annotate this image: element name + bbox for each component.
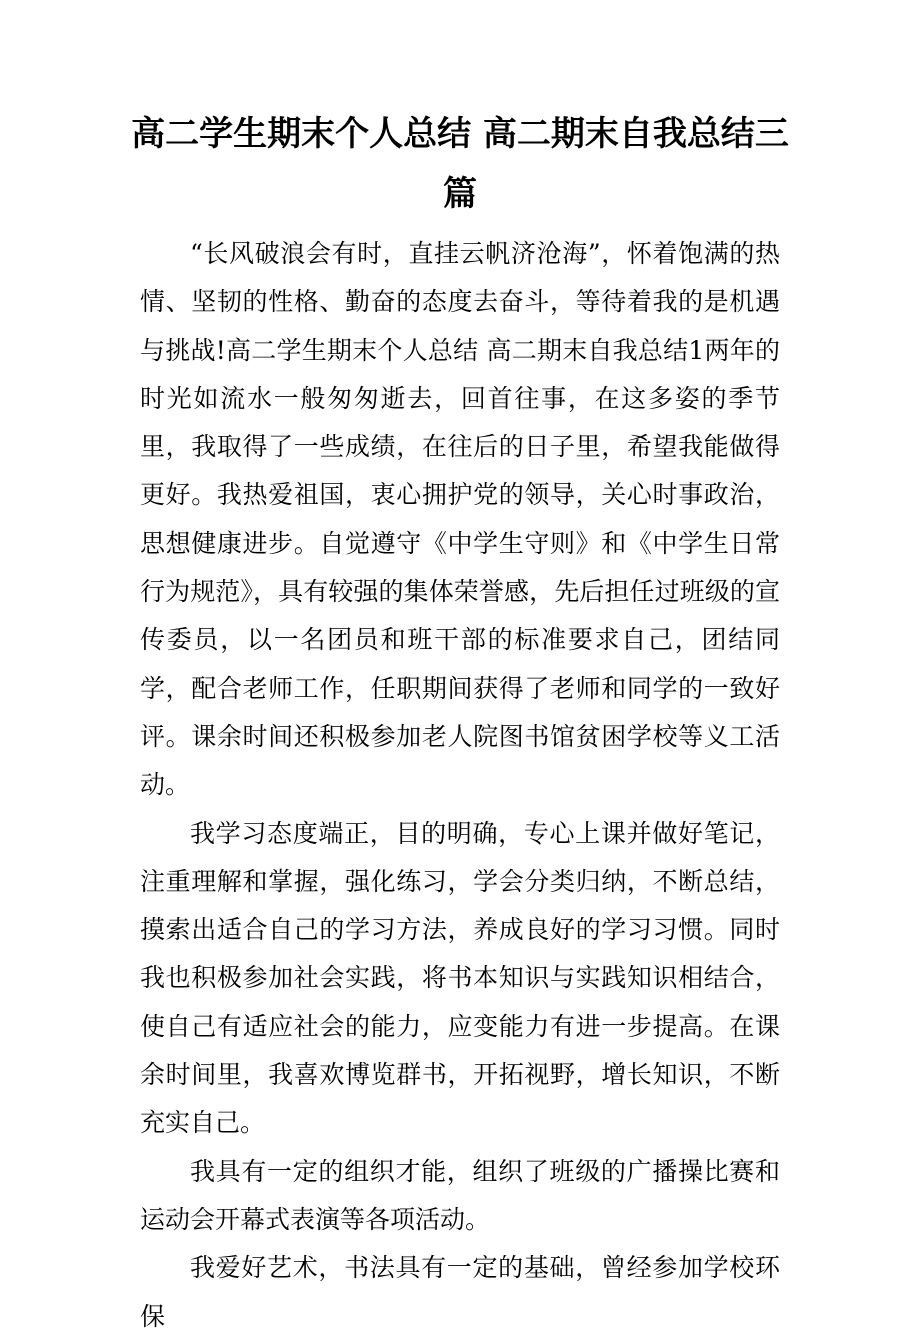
- paragraph-3: 我具有一定的组织才能，组织了班级的广播操比赛和运动会开幕式表演等各项活动。: [140, 1156, 780, 1234]
- paragraph-1: “长风破浪会有时，直挂云帆济沧海”，怀着饱满的热情、坚韧的性格、勤奋的态度去奋斗，等待着我的是机遇与挑战!高二学生期末个人总结 高二期末自我总结1两年的时光如流水一般匆匆逝去，回首往事，在这多姿的季节里，我取得了一些成绩，在往后的日子里，希望我能做得更好。我热爱祖国，衷心拥护党的领导，关心时事政治，思想健康进步。自觉遵守《中学生守则》和《中学生日常行为规范》，具有较强的集体荣誉感，先后担任过班级的宣传委员，以一名团员和班干部的标准要求自己，团结同学，配合老师工作，任职期间获得了老师和同学的一致好评。课余时间还积极参加老人院图书馆贫困学校等义工活动。: [140, 239, 780, 800]
- document-body: [140, 230, 780, 1341]
- paragraph-2: 我学习态度端正，目的明确，专心上课并做好笔记，注重理解和掌握，强化练习，学会分类归纳，不断总结，摸索出适合自己的学习方法，养成良好的学习习惯。同时我也积极参加社会实践，将书本知识与实践知识相结合，使自己有适应社会的能力，应变能力有进一步提高。在课余时间里，我喜欢博览群书，开拓视野，增长知识，不断充实自己。: [140, 818, 780, 1138]
- document-title: 高二学生期末个人总结 高二期末自我总结三篇: [131, 114, 789, 214]
- paragraph-4: 我爱好艺术，书法具有一定的基础，曾经参加学校环保: [140, 1253, 780, 1331]
